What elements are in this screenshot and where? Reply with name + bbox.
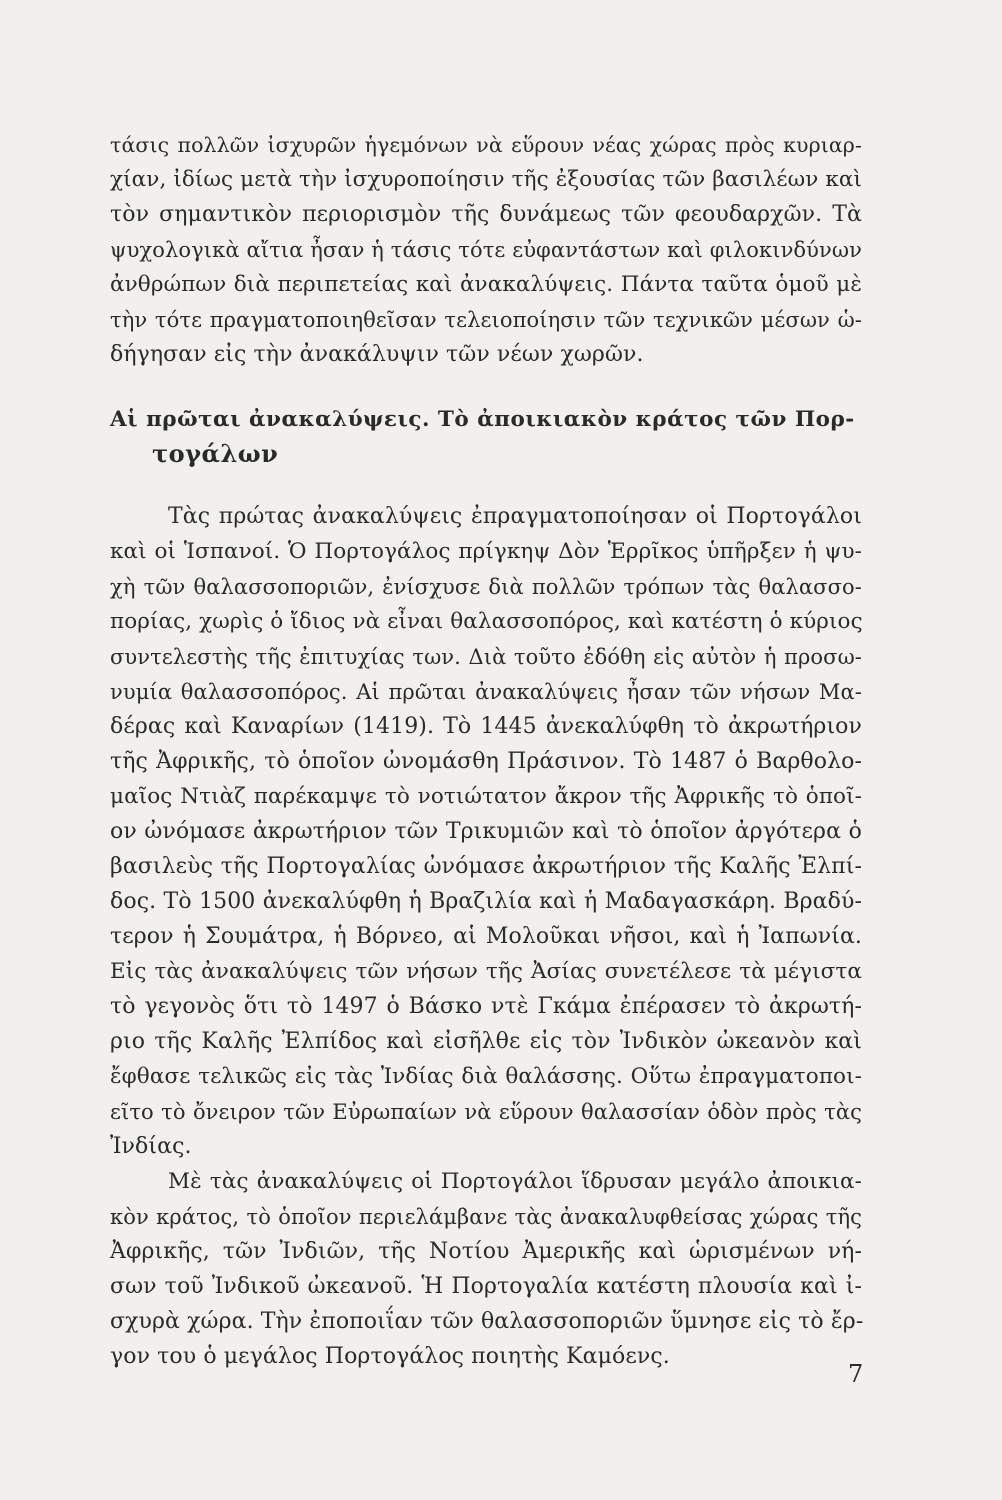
text-line: δος. Τὸ 1500 ἀνεκαλύφθη ἡ Βραζιλία καὶ ἡ Μαδαγασκάρη. Βραδύ- bbox=[110, 889, 862, 914]
text-line: μαῖος Ντιὰζ παρέκαμψε τὸ νοτιώτατον ἄκρον τῆς Ἀφρικῆς τὸ ὁποῖ- bbox=[110, 784, 862, 809]
text-line: βασιλεὺς τῆς Πορτογαλίας ὠνόμασε ἀκρωτήριον τῆς Καλῆς Ἐλπί- bbox=[110, 854, 862, 879]
heading-line: τογάλων bbox=[152, 439, 279, 468]
text-line: ριο τῆς Καλῆς Ἐλπίδος καὶ εἰσῆλθε εἰς τὸν Ἰνδικὸν ὠκεανὸν καὶ bbox=[110, 1029, 862, 1054]
text-line: τὴν τότε πραγματοποιηθεῖσαν τελειοποίησιν τῶν τεχνικῶν μέσων ὡ- bbox=[110, 308, 862, 332]
text-line: χίαν, ἰδίως μετὰ τὴν ἰσχυροποίησιν τῆς ἐξουσίας τῶν βασιλέων καὶ bbox=[110, 167, 863, 192]
text-line: τὸν σημαντικὸν περιορισμὸν τῆς δυνάμεως τῶν φεουδαρχῶν. Τὰ bbox=[110, 202, 862, 227]
text-line: δέρας καὶ Καναρίων (1419). Τὸ 1445 ἀνεκαλύφθη τὸ ἀκρωτήριον bbox=[110, 714, 862, 739]
text-line: γον του ὁ μεγάλος Πορτογάλος ποιητὴς Καμόενς. bbox=[110, 1344, 670, 1369]
heading-line: Αἱ πρῶται ἀνακαλύψεις. Τὸ ἀποικιακὸν κράτος τῶν Πορ- bbox=[110, 407, 855, 432]
text-line: σχυρὰ χώρα. Τὴν ἐποποιΐαν τῶν θαλασσοποριῶν ὕμνησε εἰς τὸ ἔρ- bbox=[110, 1309, 864, 1334]
text-line: χὴ τῶν θαλασσοποριῶν, ἐνίσχυσε διὰ πολλῶν τρόπων τὰς θαλασσο- bbox=[110, 575, 862, 599]
text-line: κὸν κράτος, τὸ ὁποῖον περιελάμβανε τὰς ἀνακαλυφθείσας χώρας τῆς bbox=[110, 1205, 862, 1229]
text-line: ον ὠνόμασε ἀκρωτήριον τῶν Τρικυμιῶν καὶ τὸ ὁποῖον ἀργότερα ὁ bbox=[110, 819, 862, 844]
text-line: πορίας, χωρὶς ὁ ἴδιος νὰ εἶναι θαλασσοπόρος, καὶ κατέστη ὁ κύριος bbox=[110, 609, 863, 634]
text-line: Εἰς τὰς ἀνακαλύψεις τῶν νήσων τῆς Ἀσίας συνετέλεσε τὰ μέγιστα bbox=[110, 959, 862, 984]
text-line: δήγησαν εἰς τὴν ἀνακάλυψιν τῶν νέων χωρῶν. bbox=[110, 342, 644, 367]
text-line: τῆς Ἀφρικῆς, τὸ ὁποῖον ὠνομάσθη Πράσινον. Τὸ 1487 ὁ Βαρθολο- bbox=[110, 749, 862, 774]
text-line: καὶ οἱ Ἱσπανοί. Ὁ Πορτογάλος πρίγκηψ Δὸν Ἑρρῖκος ὑπῆρξεν ἡ ψυ- bbox=[110, 539, 862, 564]
text-line: Ἀφρικῆς, τῶν Ἰνδιῶν, τῆς Νοτίου Ἀμερικῆς καὶ ὡρισμένων νή- bbox=[110, 1239, 862, 1264]
text-line: τερον ἡ Σουμάτρα, ἡ Βόρνεο, αἱ Μολοῦκαι νῆσοι, καὶ ἡ Ἰαπωνία. bbox=[110, 924, 862, 949]
text-line: τὸ γεγονὸς ὅτι τὸ 1497 ὁ Βάσκο ντὲ Γκάμα ἐπέρασεν τὸ ἀκρωτή- bbox=[110, 994, 862, 1019]
text-line: νυμία θαλασσοπόρος. Αἱ πρῶται ἀνακαλύψεις ἦσαν τῶν νήσων Μα- bbox=[110, 680, 862, 704]
text-line: ἀνθρώπων διὰ περιπετείας καὶ ἀνακαλύψεις. Πάντα ταῦτα ὁμοῦ μὲ bbox=[110, 272, 862, 297]
text-line: Ἰνδίας. bbox=[110, 1134, 192, 1159]
text-line: Τὰς πρώτας ἀνακαλύψεις ἐπραγματοποίησαν οἱ Πορτογάλοι bbox=[168, 504, 862, 529]
text-line: ψυχολογικὰ αἴτια ἦσαν ἡ τάσις τότε εὐφαντάστων καὶ φιλοκινδύνων bbox=[110, 238, 862, 262]
text-line: συντελεστὴς τῆς ἐπιτυχίας των. Διὰ τοῦτο ἐδόθη εἰς αὐτὸν ἡ προσω- bbox=[110, 645, 862, 669]
page-number: 7 bbox=[848, 1360, 864, 1388]
text-line: σων τοῦ Ἰνδικοῦ ὠκεανοῦ. Ἡ Πορτογαλία κατέστη πλουσία καὶ ἰ- bbox=[110, 1274, 862, 1299]
text-line: Μὲ τὰς ἀνακαλύψεις οἱ Πορτογάλοι ἵδρυσαν μεγάλο ἀποικια- bbox=[168, 1169, 862, 1194]
text-line: τάσις πολλῶν ἰσχυρῶν ἡγεμόνων νὰ εὕρουν νέας χώρας πρὸς κυριαρ- bbox=[110, 133, 862, 157]
text-line: ἔφθασε τελικῶς εἰς τὰς Ἰνδίας διὰ θαλάσσης. Οὕτω ἐπραγματοποι- bbox=[110, 1064, 862, 1089]
text-line: εῖτο τὸ ὄνειρον τῶν Εὐρωπαίων νὰ εὕρουν θαλασσίαν ὁδὸν πρὸς τὰς bbox=[110, 1100, 862, 1124]
